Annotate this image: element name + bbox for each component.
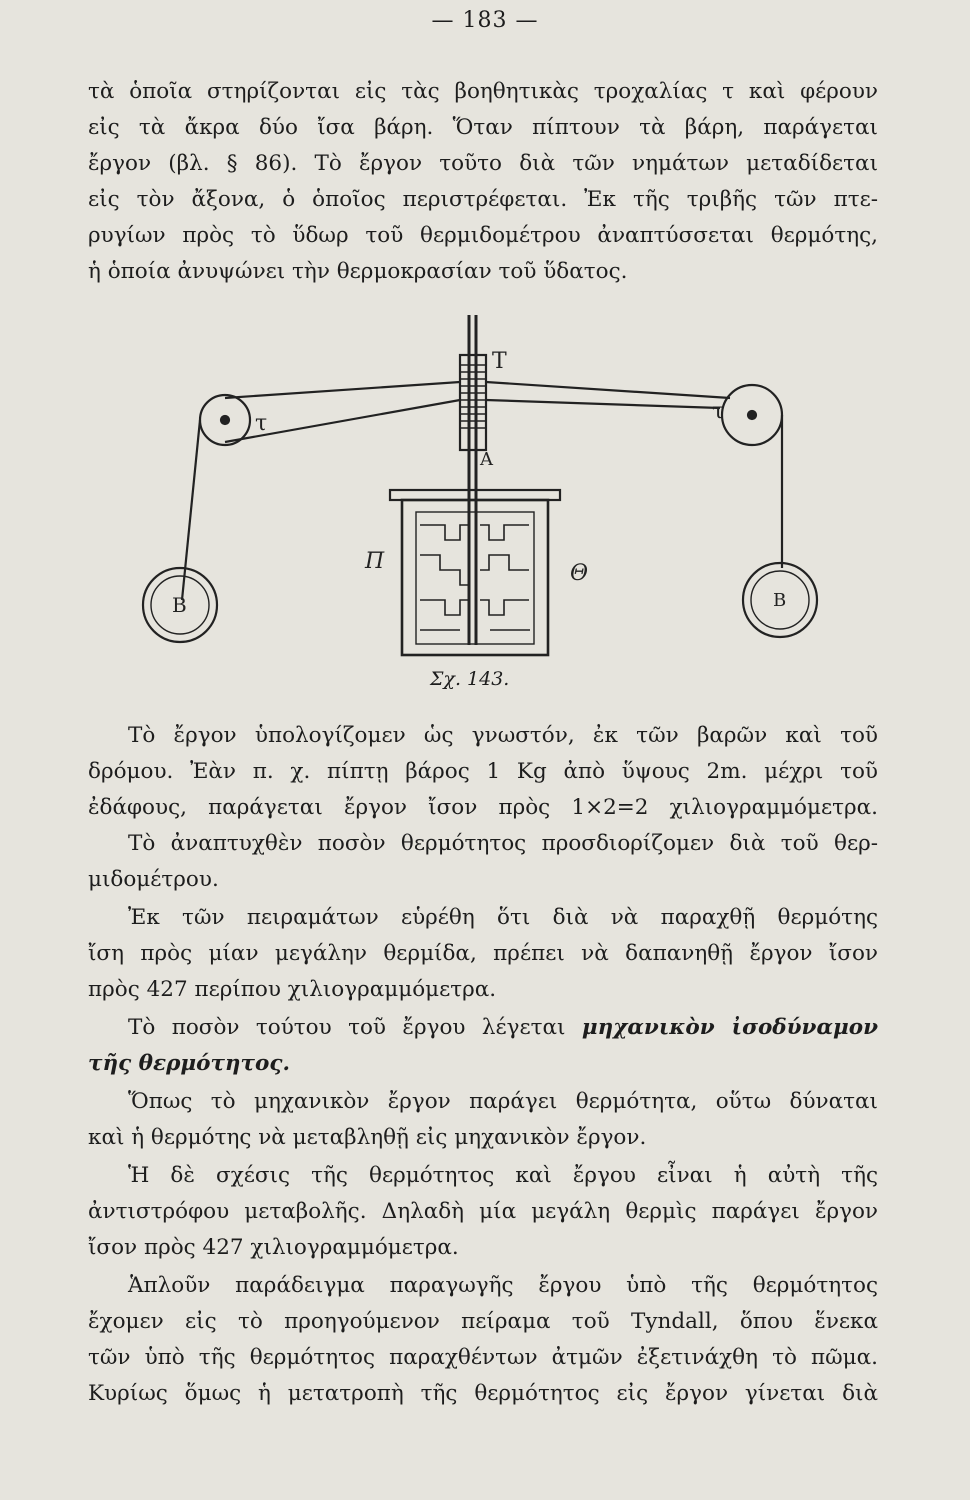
pulley-right-hub xyxy=(748,411,756,419)
winding-drum xyxy=(460,355,486,450)
paragraph-tyndall-example xyxy=(88,1268,878,1412)
term-of-heat: τῆς θερμότητος. xyxy=(88,1051,290,1076)
text-line: εἰς τὰ ἄκρα δύο ἴσα βάρη. Ὅταν πίπτουν τὰ βάρη, παράγεται xyxy=(88,115,878,140)
text-line: τῶν ὑπὸ τῆς θερμότητος παραχθέντων ἀτμῶν ἐξετινάχθη τὸ πῶμα. xyxy=(88,1345,878,1370)
term-mechanical-equivalent: μηχανικὸν ἰσοδύναμον xyxy=(581,1015,878,1040)
label-B-left: B xyxy=(172,593,187,617)
string-right-lower xyxy=(486,400,720,408)
drum-threads xyxy=(460,365,486,428)
label-Pi: Π xyxy=(365,549,385,574)
text-line: Ἐκ τῶν πειραμάτων εὑρέθη ὅτι διὰ νὰ παραχθῇ θερμότης xyxy=(128,905,878,930)
text-line: Κυρίως ὅμως ἡ μετατροπὴ τῆς θερμότητος εἰς ἔργον γίνεται διὰ xyxy=(88,1381,878,1406)
string-left-upper xyxy=(225,382,460,398)
text-line xyxy=(88,1046,878,1082)
text-line: ἐδάφους, παράγεται ἔργον ἴσον πρὸς 1×2=2 χιλιογραμμόμετρα. xyxy=(88,795,878,820)
pulley-left-hub xyxy=(221,416,229,424)
text-line: Ὅπως τὸ μηχανικὸν ἔργον παράγει θερμότητα, οὕτω δύναται xyxy=(128,1089,878,1114)
text-line: ἴσον πρὸς 427 χιλιογραμμόμετρα. xyxy=(88,1235,459,1260)
page-number: — 183 — xyxy=(431,8,539,33)
paragraph-mechanical-equivalent xyxy=(88,1010,878,1082)
label-T: T xyxy=(492,349,507,374)
label-tau-left: τ xyxy=(255,411,268,436)
text-line xyxy=(88,1010,878,1046)
string-right-upper xyxy=(486,382,730,398)
text-line: τὰ ὁποῖα στηρίζονται εἰς τὰς βοηθητικὰς τροχαλίας τ καὶ φέρουν xyxy=(88,79,878,104)
text-line: καὶ ἡ θερμότης νὰ μεταβληθῇ εἰς μηχανικὸν ἔργον. xyxy=(88,1125,647,1150)
text-line: Ἡ δὲ σχέσις τῆς θερμότητος καὶ ἔργου εἶναι ἡ αὐτὴ τῆς xyxy=(128,1163,878,1188)
paragraph-inverse-relation xyxy=(88,1158,878,1266)
text-line: ἔχομεν εἰς τὸ προηγούμενον πείραμα τοῦ Tyndall, ὅπου ἕνεκα xyxy=(88,1309,878,1334)
paragraph-work-calculation xyxy=(88,718,878,826)
paragraph-heat-measure xyxy=(88,826,878,898)
label-A: A xyxy=(480,449,493,470)
label-Theta: Θ xyxy=(570,561,589,586)
text-line: Τὸ ἔργον ὑπολογίζομεν ὡς γνωστόν, ἐκ τῶν βαρῶν καὶ τοῦ xyxy=(128,723,878,748)
joule-apparatus-figure xyxy=(120,300,860,700)
text-line: δρόμου. Ἐὰν π. χ. πίπτῃ βάρος 1 Kg ἀπὸ ὕψους 2m. μέχρι τοῦ xyxy=(88,759,878,784)
text-line: πρὸς 427 περίπου χιλιογραμμόμετρα. xyxy=(88,977,497,1002)
text-line: ἔργον (βλ. § 86). Τὸ ἔργον τοῦτο διὰ τῶν νημάτων μεταδίδεται xyxy=(88,151,878,176)
text-line: Τὸ ἀναπτυχθὲν ποσὸν θερμότητος προσδιορίζομεν διὰ τοῦ θερ- xyxy=(128,831,878,856)
text-line: εἰς τὸν ἄξονα, ὁ ὁποῖος περιστρέφεται. Ἐκ τῆς τριβῆς τῶν πτε- xyxy=(88,187,878,212)
text-line: ἴση πρὸς μίαν μεγάλην θερμίδα, πρέπει νὰ δαπανηθῇ ἔργον ἴσον xyxy=(88,941,878,966)
text-run: Τὸ ποσὸν τούτου τοῦ ἔργου λέγεται xyxy=(128,1015,582,1040)
text-line: ἀντιστρόφου μεταβολῆς. Δηλαδὴ μία μεγάλη θερμὶς παράγει ἔργον xyxy=(88,1199,878,1224)
text-line: Ἁπλοῦν παράδειγμα παραγωγῆς ἔργου ὑπὸ τῆς θερμότητος xyxy=(128,1273,878,1298)
text-line: ἡ ὁποία ἀνυψώνει τὴν θερμοκρασίαν τοῦ ὕδατος. xyxy=(88,259,628,284)
paragraph-apparatus-description xyxy=(88,74,878,290)
text-line: ρυγίων πρὸς τὸ ὕδωρ τοῦ θερμιδομέτρου ἀναπτύσσεται θερμότης, xyxy=(88,223,878,248)
paragraph-heat-to-work xyxy=(88,1084,878,1156)
text-line: μιδομέτρου. xyxy=(88,867,219,892)
label-B-right: B xyxy=(773,590,787,611)
label-tau-right: τ xyxy=(712,399,725,424)
figure-caption: Σχ. 143. xyxy=(430,668,510,690)
paragraph-experiment-result xyxy=(88,900,878,1008)
